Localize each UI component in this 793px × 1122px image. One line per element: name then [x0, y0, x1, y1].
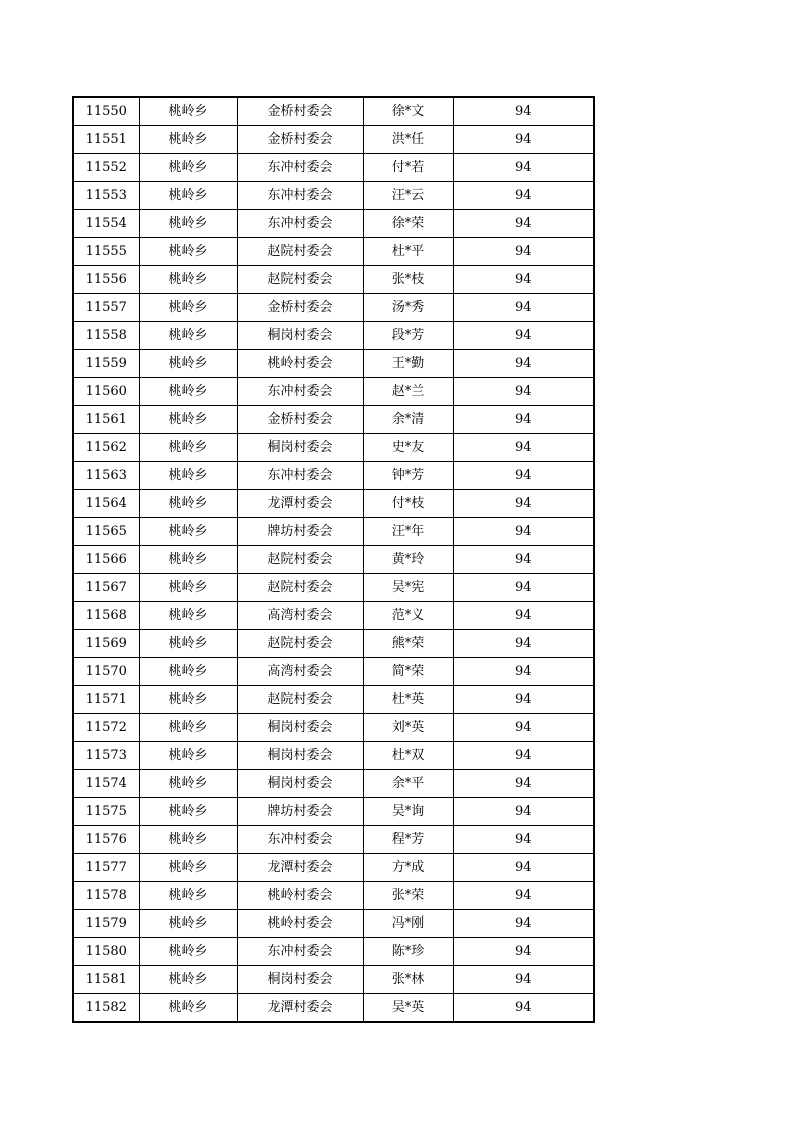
village-committee-cell: 桐岗村委会: [237, 742, 363, 770]
name-cell: 余*清: [363, 406, 453, 434]
score-cell: 94: [453, 434, 594, 462]
name-cell: 徐*文: [363, 97, 453, 126]
score-cell: 94: [453, 938, 594, 966]
village-committee-cell: 赵院村委会: [237, 546, 363, 574]
id-cell: 11564: [73, 490, 139, 518]
score-cell: 94: [453, 322, 594, 350]
township-cell: 桃岭乡: [139, 490, 237, 518]
name-cell: 陈*珍: [363, 938, 453, 966]
table-row: [73, 826, 594, 854]
table-row: [73, 378, 594, 406]
id-cell: 11553: [73, 182, 139, 210]
name-cell: 汪*年: [363, 518, 453, 546]
name-cell: 段*芳: [363, 322, 453, 350]
score-cell: 94: [453, 490, 594, 518]
name-cell: 张*枝: [363, 266, 453, 294]
id-cell: 11576: [73, 826, 139, 854]
score-cell: 94: [453, 994, 594, 1023]
table-row: [73, 798, 594, 826]
village-committee-cell: 龙潭村委会: [237, 854, 363, 882]
township-cell: 桃岭乡: [139, 910, 237, 938]
score-cell: 94: [453, 966, 594, 994]
score-cell: 94: [453, 574, 594, 602]
village-committee-cell: 赵院村委会: [237, 266, 363, 294]
name-cell: 程*芳: [363, 826, 453, 854]
table-row: [73, 182, 594, 210]
township-cell: 桃岭乡: [139, 238, 237, 266]
village-committee-cell: 高湾村委会: [237, 602, 363, 630]
score-cell: 94: [453, 770, 594, 798]
township-cell: 桃岭乡: [139, 546, 237, 574]
name-cell: 黄*玲: [363, 546, 453, 574]
id-cell: 11581: [73, 966, 139, 994]
township-cell: 桃岭乡: [139, 378, 237, 406]
id-cell: 11559: [73, 350, 139, 378]
township-cell: 桃岭乡: [139, 938, 237, 966]
id-cell: 11575: [73, 798, 139, 826]
name-cell: 杜*双: [363, 742, 453, 770]
score-cell: 94: [453, 546, 594, 574]
name-cell: 吴*宪: [363, 574, 453, 602]
id-cell: 11551: [73, 126, 139, 154]
score-cell: 94: [453, 350, 594, 378]
village-committee-cell: 高湾村委会: [237, 658, 363, 686]
name-cell: 史*友: [363, 434, 453, 462]
table-row: [73, 770, 594, 798]
table-row: [73, 238, 594, 266]
township-cell: 桃岭乡: [139, 266, 237, 294]
score-cell: 94: [453, 294, 594, 322]
table-row: [73, 742, 594, 770]
township-cell: 桃岭乡: [139, 630, 237, 658]
village-committee-cell: 东冲村委会: [237, 462, 363, 490]
township-cell: 桃岭乡: [139, 686, 237, 714]
village-committee-cell: 牌坊村委会: [237, 798, 363, 826]
score-cell: 94: [453, 210, 594, 238]
id-cell: 11550: [73, 97, 139, 126]
name-cell: 洪*任: [363, 126, 453, 154]
id-cell: 11560: [73, 378, 139, 406]
table-row: [73, 322, 594, 350]
village-committee-cell: 东冲村委会: [237, 826, 363, 854]
table-row: [73, 462, 594, 490]
township-cell: 桃岭乡: [139, 182, 237, 210]
name-cell: 王*勤: [363, 350, 453, 378]
table-row: [73, 434, 594, 462]
name-cell: 钟*芳: [363, 462, 453, 490]
table-row: [73, 938, 594, 966]
village-committee-cell: 桃岭村委会: [237, 910, 363, 938]
township-cell: 桃岭乡: [139, 770, 237, 798]
township-cell: 桃岭乡: [139, 350, 237, 378]
table-row: [73, 266, 594, 294]
village-committee-cell: 桃岭村委会: [237, 350, 363, 378]
name-cell: 赵*兰: [363, 378, 453, 406]
score-cell: 94: [453, 182, 594, 210]
table-body: [73, 97, 594, 1022]
table-row: [73, 854, 594, 882]
township-cell: 桃岭乡: [139, 742, 237, 770]
id-cell: 11552: [73, 154, 139, 182]
score-cell: 94: [453, 798, 594, 826]
id-cell: 11566: [73, 546, 139, 574]
id-cell: 11580: [73, 938, 139, 966]
name-cell: 熊*荣: [363, 630, 453, 658]
table-row: [73, 518, 594, 546]
township-cell: 桃岭乡: [139, 462, 237, 490]
score-cell: 94: [453, 126, 594, 154]
score-cell: 94: [453, 630, 594, 658]
table-row: [73, 154, 594, 182]
id-cell: 11570: [73, 658, 139, 686]
name-cell: 张*荣: [363, 882, 453, 910]
table-row: [73, 406, 594, 434]
village-committee-cell: 桐岗村委会: [237, 434, 363, 462]
village-committee-cell: 金桥村委会: [237, 97, 363, 126]
village-committee-cell: 金桥村委会: [237, 406, 363, 434]
score-cell: 94: [453, 686, 594, 714]
score-cell: 94: [453, 658, 594, 686]
village-committee-cell: 赵院村委会: [237, 574, 363, 602]
name-cell: 付*枝: [363, 490, 453, 518]
id-cell: 11558: [73, 322, 139, 350]
table-row: [73, 910, 594, 938]
id-cell: 11555: [73, 238, 139, 266]
township-cell: 桃岭乡: [139, 826, 237, 854]
township-cell: 桃岭乡: [139, 854, 237, 882]
score-cell: 94: [453, 742, 594, 770]
id-cell: 11568: [73, 602, 139, 630]
name-cell: 付*若: [363, 154, 453, 182]
score-cell: 94: [453, 266, 594, 294]
name-cell: 杜*英: [363, 686, 453, 714]
name-cell: 汤*秀: [363, 294, 453, 322]
township-cell: 桃岭乡: [139, 882, 237, 910]
village-committee-cell: 桐岗村委会: [237, 714, 363, 742]
score-cell: 94: [453, 854, 594, 882]
score-cell: 94: [453, 154, 594, 182]
township-cell: 桃岭乡: [139, 406, 237, 434]
township-cell: 桃岭乡: [139, 518, 237, 546]
score-cell: 94: [453, 462, 594, 490]
table-row: [73, 210, 594, 238]
score-cell: 94: [453, 882, 594, 910]
table-row: [73, 350, 594, 378]
score-cell: 94: [453, 518, 594, 546]
township-cell: 桃岭乡: [139, 434, 237, 462]
id-cell: 11556: [73, 266, 139, 294]
name-cell: 冯*刚: [363, 910, 453, 938]
id-cell: 11577: [73, 854, 139, 882]
name-cell: 张*林: [363, 966, 453, 994]
township-cell: 桃岭乡: [139, 574, 237, 602]
table-row: [73, 574, 594, 602]
table-row: [73, 630, 594, 658]
id-cell: 11567: [73, 574, 139, 602]
village-committee-cell: 东冲村委会: [237, 182, 363, 210]
table-row: [73, 686, 594, 714]
table-row: [73, 546, 594, 574]
village-committee-cell: 赵院村委会: [237, 686, 363, 714]
township-cell: 桃岭乡: [139, 602, 237, 630]
table-row: [73, 602, 594, 630]
village-committee-cell: 牌坊村委会: [237, 518, 363, 546]
id-cell: 11562: [73, 434, 139, 462]
score-cell: 94: [453, 826, 594, 854]
id-cell: 11561: [73, 406, 139, 434]
name-cell: 刘*英: [363, 714, 453, 742]
township-cell: 桃岭乡: [139, 322, 237, 350]
village-committee-cell: 东冲村委会: [237, 938, 363, 966]
village-committee-cell: 龙潭村委会: [237, 490, 363, 518]
village-committee-cell: 龙潭村委会: [237, 994, 363, 1023]
table-row: [73, 126, 594, 154]
table-row: [73, 882, 594, 910]
table-row: [73, 994, 594, 1023]
id-cell: 11563: [73, 462, 139, 490]
table-row: [73, 966, 594, 994]
township-cell: 桃岭乡: [139, 714, 237, 742]
village-committee-cell: 东冲村委会: [237, 154, 363, 182]
name-cell: 范*义: [363, 602, 453, 630]
table-row: [73, 714, 594, 742]
village-committee-cell: 桐岗村委会: [237, 322, 363, 350]
name-cell: 吴*英: [363, 994, 453, 1023]
id-cell: 11582: [73, 994, 139, 1023]
table-row: [73, 97, 594, 126]
data-table: [72, 96, 595, 1023]
id-cell: 11572: [73, 714, 139, 742]
id-cell: 11579: [73, 910, 139, 938]
name-cell: 汪*云: [363, 182, 453, 210]
township-cell: 桃岭乡: [139, 154, 237, 182]
township-cell: 桃岭乡: [139, 798, 237, 826]
township-cell: 桃岭乡: [139, 994, 237, 1023]
name-cell: 方*成: [363, 854, 453, 882]
village-committee-cell: 赵院村委会: [237, 630, 363, 658]
township-cell: 桃岭乡: [139, 210, 237, 238]
table-row: [73, 294, 594, 322]
score-cell: 94: [453, 97, 594, 126]
id-cell: 11557: [73, 294, 139, 322]
score-cell: 94: [453, 238, 594, 266]
township-cell: 桃岭乡: [139, 97, 237, 126]
id-cell: 11573: [73, 742, 139, 770]
village-committee-cell: 赵院村委会: [237, 238, 363, 266]
id-cell: 11554: [73, 210, 139, 238]
id-cell: 11571: [73, 686, 139, 714]
score-cell: 94: [453, 378, 594, 406]
table-row: [73, 658, 594, 686]
village-committee-cell: 桐岗村委会: [237, 770, 363, 798]
score-cell: 94: [453, 714, 594, 742]
village-committee-cell: 东冲村委会: [237, 378, 363, 406]
name-cell: 徐*荣: [363, 210, 453, 238]
village-committee-cell: 东冲村委会: [237, 210, 363, 238]
township-cell: 桃岭乡: [139, 658, 237, 686]
score-cell: 94: [453, 406, 594, 434]
township-cell: 桃岭乡: [139, 126, 237, 154]
township-cell: 桃岭乡: [139, 966, 237, 994]
id-cell: 11574: [73, 770, 139, 798]
village-committee-cell: 金桥村委会: [237, 294, 363, 322]
table-row: [73, 490, 594, 518]
name-cell: 杜*平: [363, 238, 453, 266]
score-cell: 94: [453, 910, 594, 938]
id-cell: 11565: [73, 518, 139, 546]
id-cell: 11578: [73, 882, 139, 910]
id-cell: 11569: [73, 630, 139, 658]
name-cell: 简*荣: [363, 658, 453, 686]
village-committee-cell: 桐岗村委会: [237, 966, 363, 994]
village-committee-cell: 桃岭村委会: [237, 882, 363, 910]
name-cell: 余*平: [363, 770, 453, 798]
name-cell: 吴*询: [363, 798, 453, 826]
score-cell: 94: [453, 602, 594, 630]
township-cell: 桃岭乡: [139, 294, 237, 322]
village-committee-cell: 金桥村委会: [237, 126, 363, 154]
